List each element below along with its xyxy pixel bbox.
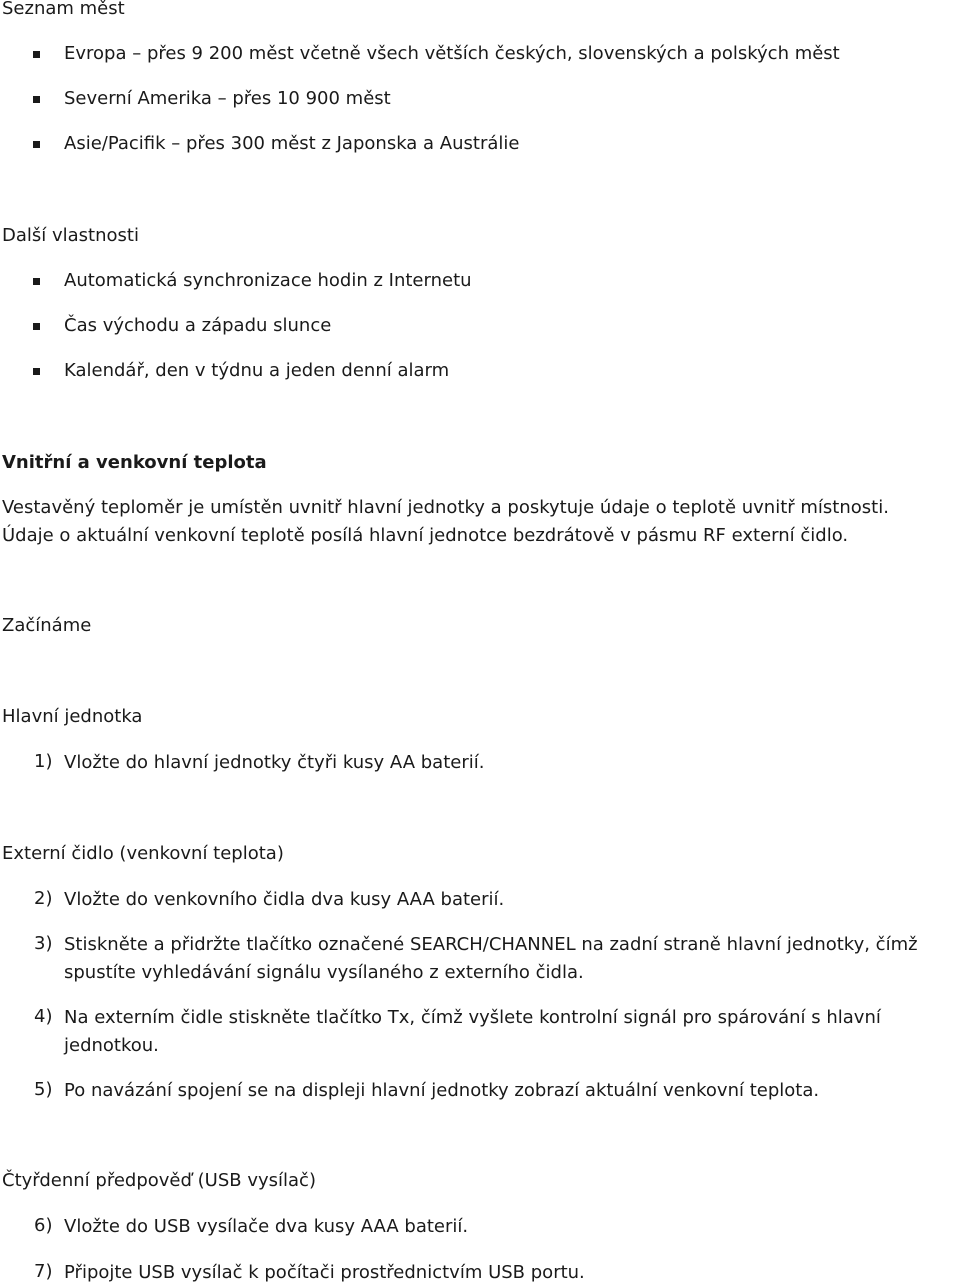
main-unit-heading: Hlavní jednotka <box>2 706 143 727</box>
bullet-square-icon <box>33 278 40 285</box>
step-number: 4) <box>34 1006 53 1027</box>
sensor-heading: Externí čidlo (venkovní teplota) <box>2 843 284 864</box>
bullet-square-icon <box>33 96 40 103</box>
step-text: Po navázání spojení se na displeji hlavní jednotky zobrazí aktuální venkovní teplota. <box>64 1080 820 1101</box>
list-item <box>0 42 960 66</box>
step-text: Vložte do venkovního čidla dva kusy AAA baterií. <box>64 889 505 910</box>
list-item-text: Evropa – přes 9 200 měst včetně všech větších českých, slovenských a polských měst <box>64 43 840 64</box>
step-number: 3) <box>34 933 53 954</box>
list-item-text: Automatická synchronizace hodin z Internetu <box>64 270 472 291</box>
step-text: spustíte vyhledávání signálu vysílaného z externího čidla. <box>64 962 584 983</box>
temperature-paragraph-line: Údaje o aktuální venkovní teplotě posílá hlavní jednotce bezdrátově v pásmu RF externí čidlo. <box>2 525 849 546</box>
list-item <box>0 132 960 156</box>
list-item-text: Kalendář, den v týdnu a jeden denní alarm <box>64 360 450 381</box>
step-number: 1) <box>34 751 53 772</box>
bullet-square-icon <box>33 323 40 330</box>
bullet-square-icon <box>33 51 40 58</box>
step-text: Vložte do USB vysílače dva kusy AAA baterií. <box>64 1216 469 1237</box>
step-number: 2) <box>34 888 53 909</box>
list-item-text: Severní Amerika – přes 10 900 měst <box>64 88 391 109</box>
step-text: Stiskněte a přidržte tlačítko označené SEARCH/CHANNEL na zadní straně hlavní jednotky, čímž <box>64 934 918 955</box>
step-number: 7) <box>34 1261 53 1282</box>
step-text: Vložte do hlavní jednotky čtyři kusy AA baterií. <box>64 752 485 773</box>
temperature-heading: Vnitřní a venkovní teplota <box>2 452 267 473</box>
list-item <box>0 314 960 338</box>
temperature-paragraph-line: Vestavěný teploměr je umístěn uvnitř hlavní jednotky a poskytuje údaje o teplotě uvnitř místnosti. <box>2 497 889 518</box>
step-text: jednotkou. <box>64 1035 159 1056</box>
cities-heading: Seznam měst <box>2 0 125 19</box>
bullet-square-icon <box>33 368 40 375</box>
list-item-text: Asie/Pacifik – přes 300 měst z Japonska a Austrálie <box>64 133 520 154</box>
start-heading: Začínáme <box>2 615 92 636</box>
step-number: 6) <box>34 1215 53 1236</box>
step-text: Připojte USB vysílač k počítači prostřednictvím USB portu. <box>64 1262 585 1283</box>
forecast-heading: Čtyřdenní předpověď (USB vysílač) <box>2 1170 316 1191</box>
list-item <box>0 269 960 293</box>
step-text: Na externím čidle stiskněte tlačítko Tx, čímž vyšlete kontrolní signál pro spárování s hlavní <box>64 1007 881 1028</box>
list-item-text: Čas východu a západu slunce <box>64 315 332 336</box>
features-heading: Další vlastnosti <box>2 225 139 246</box>
step-number: 5) <box>34 1079 53 1100</box>
list-item <box>0 359 960 383</box>
bullet-square-icon <box>33 141 40 148</box>
list-item <box>0 87 960 111</box>
